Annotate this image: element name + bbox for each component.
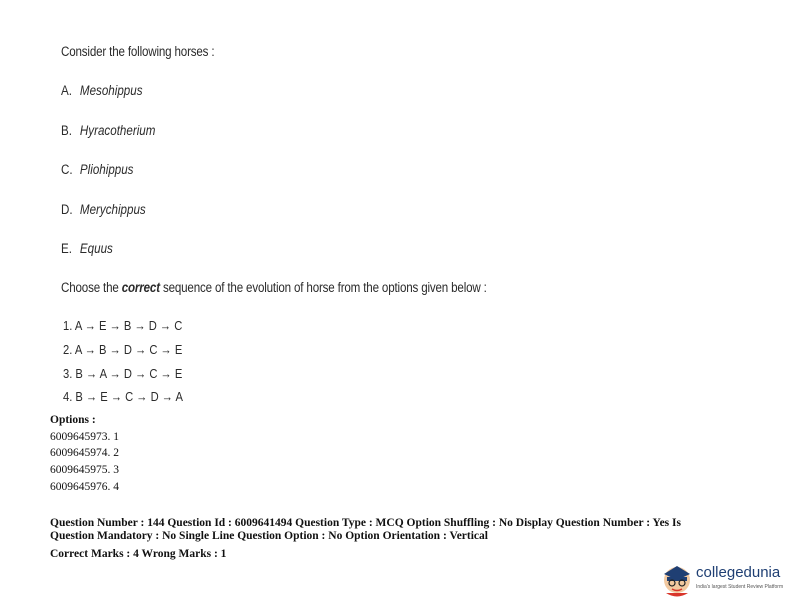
option-letter: D. <box>61 202 73 217</box>
option-letter: E. <box>61 241 72 256</box>
sequence-option-1: 1. A → E → B → D → C <box>63 318 183 333</box>
marks-line: Correct Marks : 4 Wrong Marks : 1 <box>50 548 227 560</box>
logo-tagline: India's largest Student Review Platform <box>696 584 784 590</box>
prompt-text: sequence of the evolution of horse from the options given below : <box>159 280 487 295</box>
option-name: Hyracotherium <box>79 123 156 138</box>
collegedunia-logo <box>660 560 788 600</box>
option-letter: C. <box>61 162 73 177</box>
option-letter: A. <box>61 83 72 98</box>
sequence-option-4: 4. B → E → C → D → A <box>63 389 183 404</box>
option-item-b <box>61 123 155 138</box>
sequence-option-2: 2. A → B → D → C → E <box>63 342 183 357</box>
question-intro: Consider the following horses : <box>61 44 215 59</box>
question-meta-line-2: Question Mandatory : No Single Line Question Option : No Option Orientation : Vertical <box>50 530 488 542</box>
option-id-4: 6009645976. 4 <box>50 481 119 493</box>
option-item-e <box>61 241 113 256</box>
option-name: Merychippus <box>79 202 146 217</box>
logo-wordmark: collegedunia <box>696 564 781 581</box>
option-item-a <box>61 83 143 98</box>
sequence-option-3: 3. B → A → D → C → E <box>63 366 183 381</box>
prompt-text: Choose the <box>61 280 122 295</box>
question-meta-line-1: Question Number : 144 Question Id : 6009641494 Question Type : MCQ Option Shuffling : No Display Question Number : Yes Is <box>50 517 681 529</box>
option-id-1: 6009645973. 1 <box>50 431 119 443</box>
option-letter: B. <box>61 123 72 138</box>
option-id-2: 6009645974. 2 <box>50 447 119 459</box>
option-item-d <box>61 202 146 217</box>
mascot-icon <box>660 562 694 598</box>
option-name: Mesohippus <box>79 83 143 98</box>
option-name: Pliohippus <box>79 162 134 177</box>
option-item-c <box>61 162 133 177</box>
option-id-3: 6009645975. 3 <box>50 464 119 476</box>
prompt-emphasis: correct <box>121 280 160 295</box>
option-name: Equus <box>79 241 113 256</box>
question-prompt <box>61 280 487 295</box>
options-heading: Options : <box>50 414 96 426</box>
